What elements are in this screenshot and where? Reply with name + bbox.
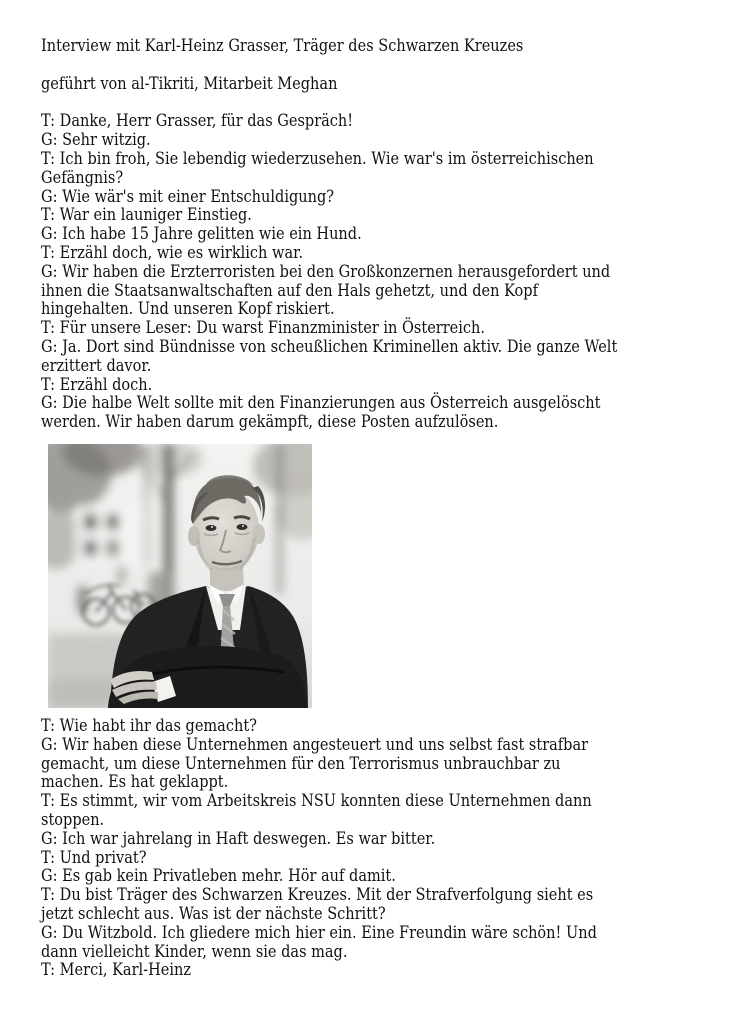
dialogue-line: T: Danke, Herr Grasser, für das Gespräch!: [41, 111, 354, 131]
dialogue-line: stoppen.: [41, 809, 105, 829]
dialogue-line: jetzt schlecht aus. Was ist der nächste Schritt?: [41, 903, 386, 923]
dialogue-block-1: [41, 112, 745, 432]
dialogue-line: T: Du bist Träger des Schwarzen Kreuzes. Mit der Strafverfolgung sieht es: [41, 885, 594, 905]
dialogue-line: Gefängnis?: [41, 167, 124, 187]
dialogue-line: G: Ich war jahrelang in Haft deswegen. Es war bitter.: [41, 828, 436, 848]
dialogue-line: G: Die halbe Welt sollte mit den Finanzierungen aus Österreich ausgelöscht: [41, 393, 601, 413]
dialogue-line: gemacht, um diese Unternehmen für den Terrorismus unbrauchbar zu: [41, 753, 561, 773]
dialogue-line: G: Du Witzbold. Ich gliedere mich hier ein. Eine Freundin wäre schön! Und: [41, 922, 597, 942]
dialogue-line: G: Wir haben diese Unternehmen angesteuert und uns selbst fast strafbar: [41, 734, 589, 754]
dialogue-line: G: Ja. Dort sind Bündnisse von scheußlichen Kriminellen aktiv. Die ganze Welt: [41, 336, 618, 356]
dialogue-line: G: Wir haben die Erzterroristen bei den Großkonzernen herausgefordert und: [41, 261, 611, 281]
dialogue-line: G: Es gab kein Privatleben mehr. Hör auf damit.: [41, 866, 396, 886]
dialogue-line: T: Erzähl doch.: [41, 374, 153, 394]
dialogue-line: T: Merci, Karl-Heinz: [41, 960, 191, 980]
portrait-photo: [48, 444, 312, 708]
dialogue-line: T: Und privat?: [41, 847, 147, 867]
dialogue-line: T: Ich bin froh, Sie lebendig wiederzusehen. Wie war's im österreichischen: [41, 148, 594, 168]
dialogue-block-2: [41, 717, 745, 980]
dialogue-line: machen. Es hat geklappt.: [41, 772, 229, 792]
dialogue-line: ihnen die Staatsanwaltschaften auf den Hals gehetzt, und den Kopf: [41, 280, 538, 300]
dialogue-line: hingehalten. Und unseren Kopf riskiert.: [41, 299, 335, 319]
document-title: Interview mit Karl-Heinz Grasser, Träger des Schwarzen Kreuzes: [41, 36, 524, 55]
dialogue-line: werden. Wir haben darum gekämpft, diese Posten aufzulösen.: [41, 412, 499, 432]
dialogue-line: G: Sehr witzig.: [41, 130, 151, 150]
dialogue-line: T: Es stimmt, wir vom Arbeitskreis NSU konnten diese Unternehmen dann: [41, 791, 592, 811]
dialogue-line: G: Wie wär's mit einer Entschuldigung?: [41, 186, 335, 206]
dialogue-line: T: Wie habt ihr das gemacht?: [41, 715, 257, 735]
dialogue-line: T: Erzähl doch, wie es wirklich war.: [41, 242, 304, 262]
dialogue-line: T: War ein launiger Einstieg.: [41, 205, 252, 225]
dialogue-line: erzittert davor.: [41, 355, 152, 375]
dialogue-line: dann vielleicht Kinder, wenn sie das mag.: [41, 941, 348, 961]
byline: geführt von al-Tikriti, Mitarbeit Meghan: [41, 73, 338, 93]
photo-grain-overlay: [48, 444, 312, 708]
dialogue-line: T: Für unsere Leser: Du warst Finanzminister in Österreich.: [41, 318, 486, 338]
portrait-photo-illustration: [48, 444, 312, 708]
dialogue-line: G: Ich habe 15 Jahre gelitten wie ein Hund.: [41, 224, 362, 244]
